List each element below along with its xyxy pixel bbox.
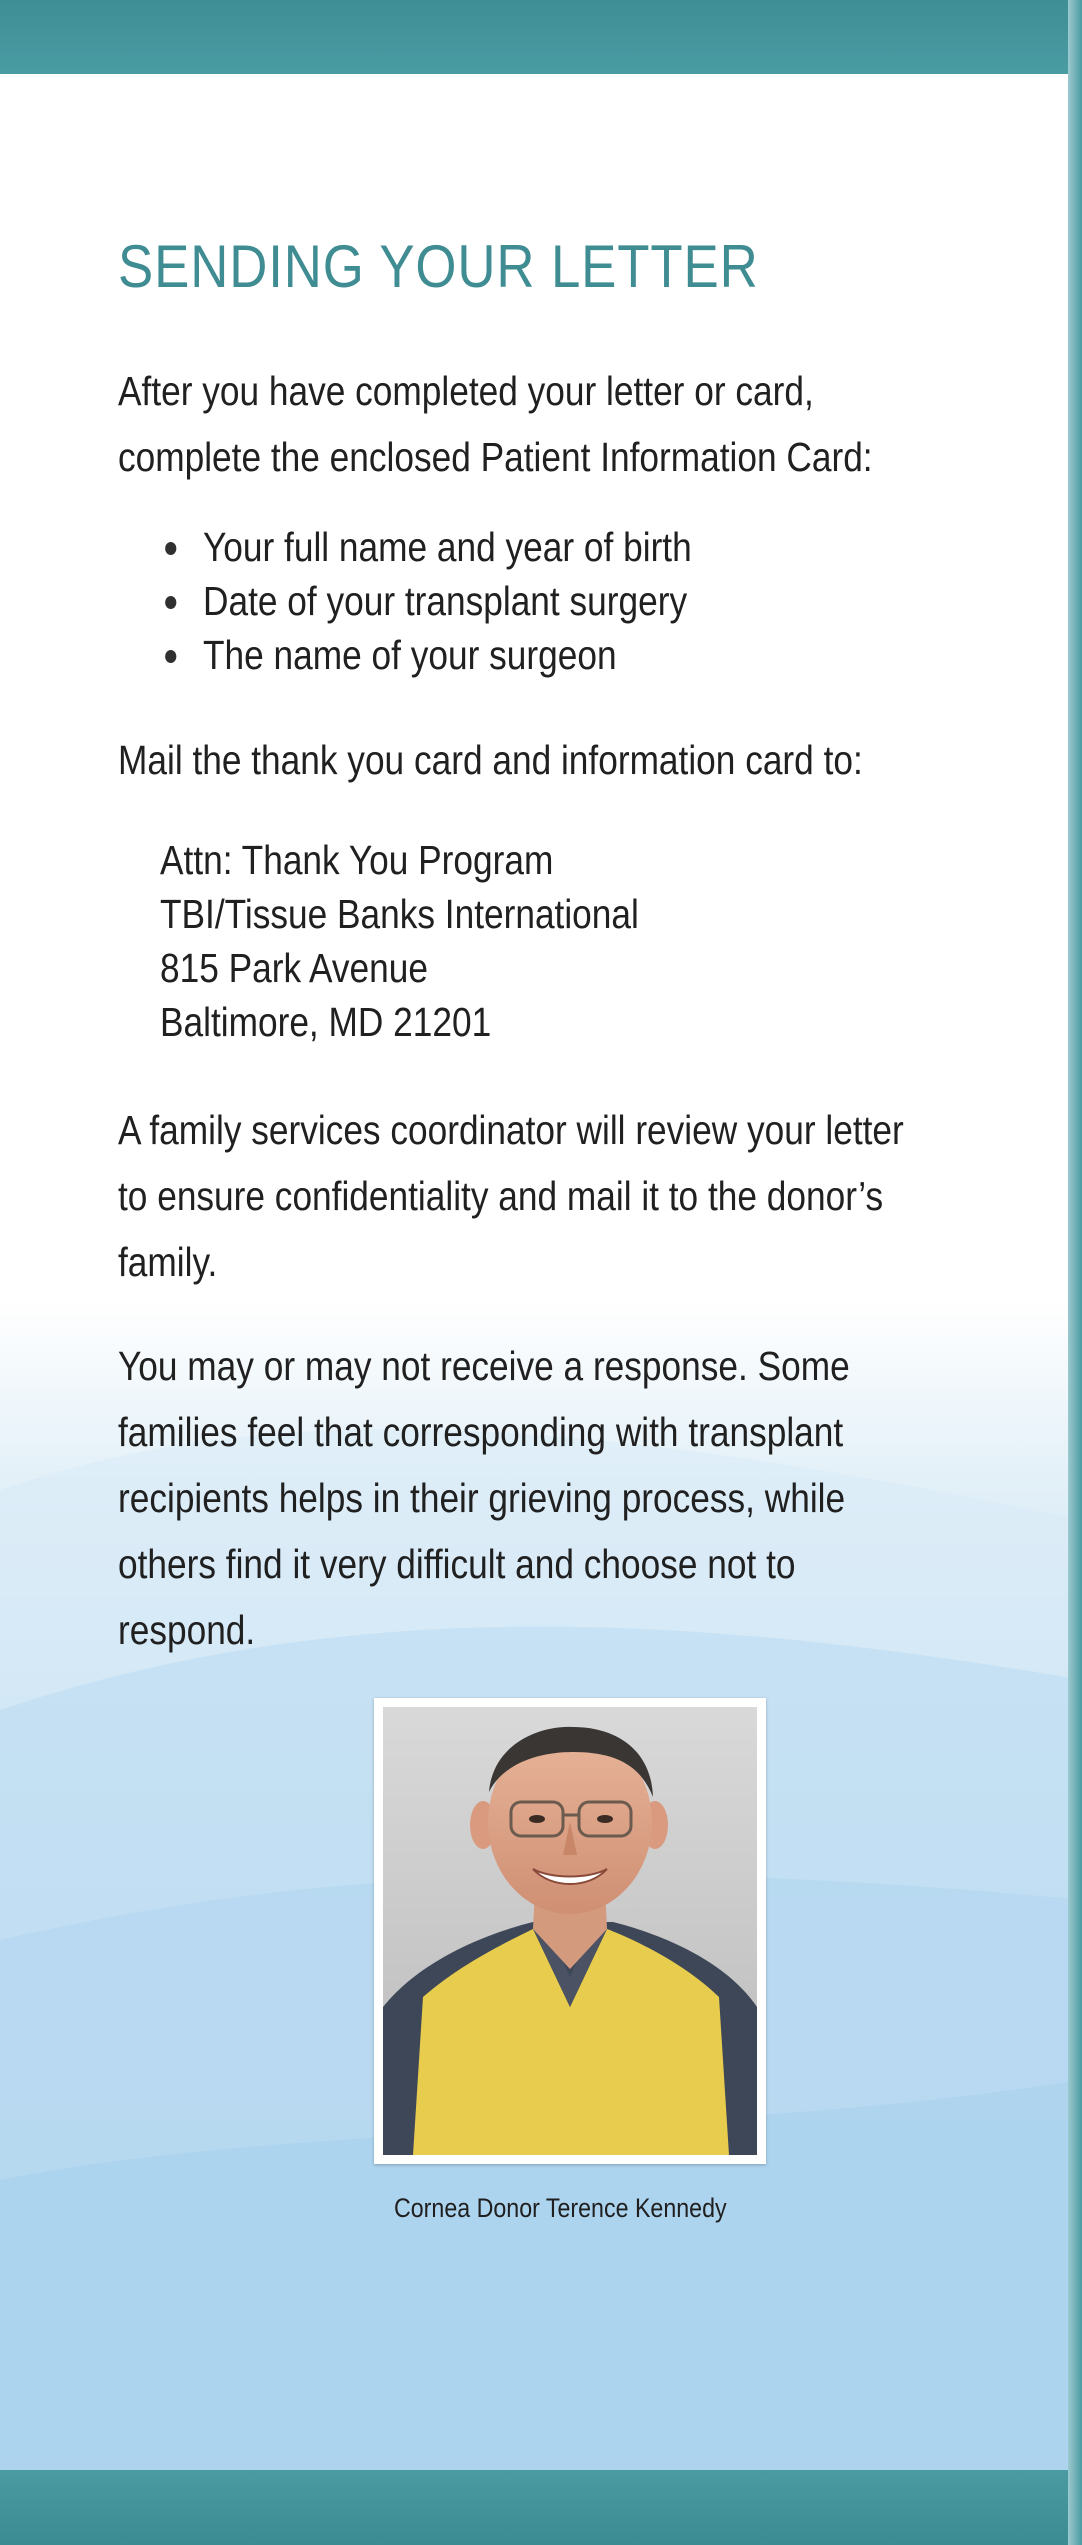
- list-item: [160, 574, 692, 628]
- intro-line: complete the enclosed Patient Information Card:: [118, 434, 873, 480]
- address-line: 815 Park Avenue: [160, 945, 428, 991]
- address-line: Attn: Thank You Program: [160, 837, 554, 883]
- requirements-list: [160, 520, 692, 682]
- coordinator-paragraph: [118, 1097, 904, 1295]
- bullet-dot-icon: [165, 596, 176, 609]
- intro-text: [118, 358, 873, 490]
- mail-instruction: Mail the thank you card and information card to:: [118, 737, 863, 783]
- list-item: [160, 520, 692, 574]
- bottom-color-band: [0, 2470, 1082, 2545]
- mailing-address: [160, 833, 639, 1049]
- intro-line: After you have completed your letter or card,: [118, 368, 814, 414]
- right-edge-band: [1068, 0, 1082, 2545]
- paragraph-line: families feel that corresponding with transplant: [118, 1409, 844, 1455]
- address-line: Baltimore, MD 21201: [160, 999, 492, 1045]
- paragraph-line: You may or may not receive a response. Some: [118, 1343, 850, 1389]
- donor-photo-frame: [374, 1698, 766, 2164]
- bullet-dot-icon: [165, 542, 176, 555]
- paragraph-line: respond.: [118, 1607, 256, 1653]
- paragraph-line: recipients helps in their grieving process, while: [118, 1475, 846, 1521]
- paragraph-line: to ensure confidentiality and mail it to the donor’s: [118, 1173, 884, 1219]
- list-item-text: Your full name and year of birth: [203, 524, 692, 570]
- address-line: TBI/Tissue Banks International: [160, 891, 639, 937]
- page-title: SENDING YOUR LETTER: [118, 233, 759, 300]
- list-item-text: Date of your transplant surgery: [203, 578, 688, 624]
- bullet-dot-icon: [165, 650, 176, 663]
- list-item-text: The name of your surgeon: [203, 632, 617, 678]
- list-item: [160, 628, 692, 682]
- response-paragraph: [118, 1333, 850, 1663]
- paragraph-line: family.: [118, 1239, 218, 1285]
- paragraph-line: A family services coordinator will review your letter: [118, 1107, 904, 1153]
- donor-photo: [383, 1707, 757, 2155]
- photo-caption: Cornea Donor Terence Kennedy: [394, 2193, 727, 2223]
- top-color-band: [0, 0, 1082, 74]
- paragraph-line: others find it very difficult and choose not to: [118, 1541, 796, 1587]
